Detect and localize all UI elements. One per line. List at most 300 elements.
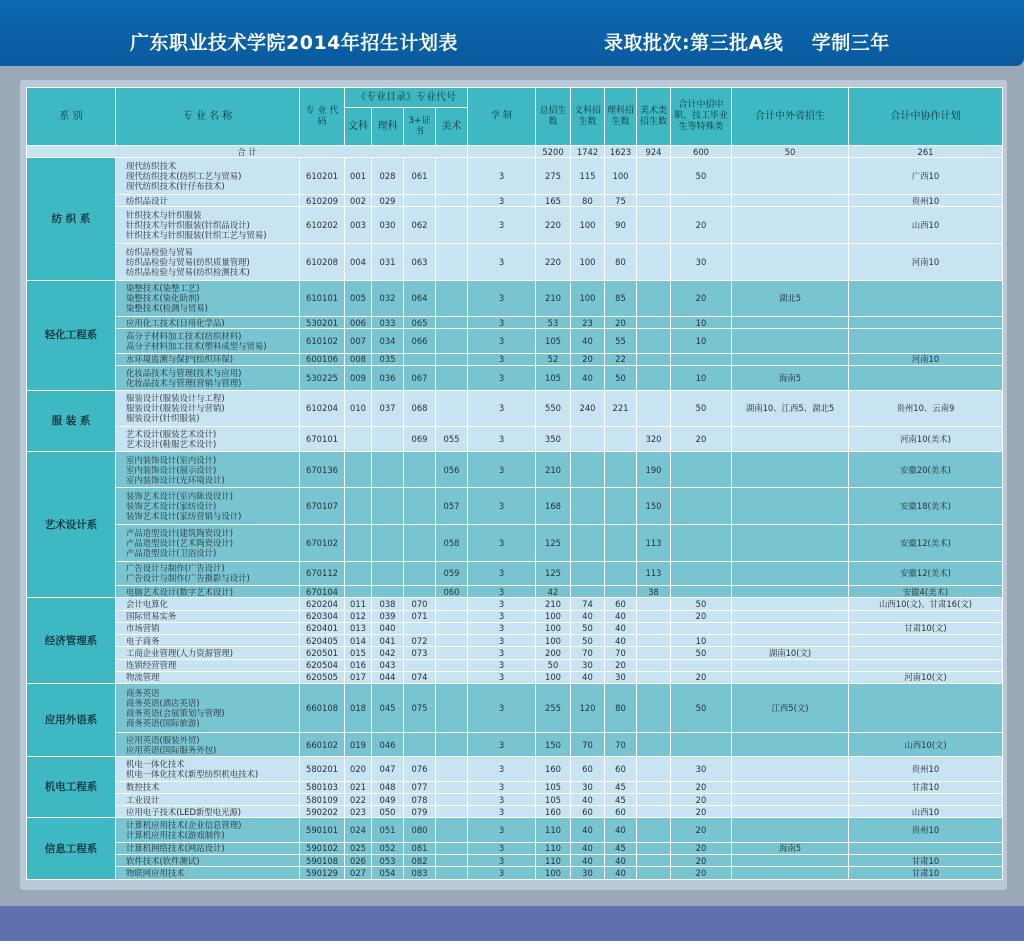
cert-code: 069 xyxy=(404,427,436,451)
like-code: 032 xyxy=(372,280,404,317)
total-count: 550 xyxy=(536,390,571,427)
cert-code: 071 xyxy=(404,610,436,622)
cert-code: 061 xyxy=(404,158,436,195)
table-row xyxy=(27,855,1003,867)
coop-count: 安徽20(美术) xyxy=(849,451,1003,488)
dept-name: 纺 织 系 xyxy=(27,158,116,280)
special-count: 50 xyxy=(671,158,732,195)
wen-count: 60 xyxy=(571,806,605,818)
coop-count: 河南10 xyxy=(849,243,1003,280)
major-code: 580201 xyxy=(300,757,345,781)
wen-count: 40 xyxy=(571,793,605,805)
major-name: 工商企业管理(人力资源管理) xyxy=(126,647,234,658)
special-count xyxy=(671,353,732,365)
major-name: 商务英语(会展策划与管理) xyxy=(126,707,225,718)
xuezhi-value: 3 xyxy=(468,647,536,659)
art-code xyxy=(436,158,468,195)
special-count xyxy=(671,525,732,562)
total-count: 255 xyxy=(536,683,571,732)
coop-count: 河南10(文) xyxy=(849,671,1003,683)
major-code: 610102 xyxy=(300,329,345,353)
wen-count: 40 xyxy=(571,671,605,683)
wen-count: 240 xyxy=(571,390,605,427)
outprov-count xyxy=(732,659,849,671)
major-name: 现代纺织技术(纺织工艺与贸易) xyxy=(126,171,242,182)
total-count: 220 xyxy=(536,243,571,280)
coop-count: 广西10 xyxy=(849,158,1003,195)
li-count xyxy=(605,427,637,451)
cert-code: 067 xyxy=(404,366,436,390)
xuezhi-value: 3 xyxy=(468,353,536,365)
dept-name: 信息工程系 xyxy=(27,818,116,880)
total-count: 160 xyxy=(536,806,571,818)
table-row xyxy=(27,757,1003,781)
like-code: 036 xyxy=(372,366,404,390)
special-count: 10 xyxy=(671,635,732,647)
major-code: 600106 xyxy=(300,353,345,365)
col-header-wenke: 文科 xyxy=(345,108,372,146)
total-count: 220 xyxy=(536,207,571,244)
cert-code: 080 xyxy=(404,818,436,842)
art-count xyxy=(637,781,671,793)
dept-name: 经济管理系 xyxy=(27,598,116,684)
coop-count xyxy=(849,366,1003,390)
wenke-code xyxy=(345,586,372,598)
art-count xyxy=(637,647,671,659)
major-name: 物流管理 xyxy=(126,672,160,683)
wen-count: 30 xyxy=(571,659,605,671)
xuezhi-value: 3 xyxy=(468,793,536,805)
special-count: 20 xyxy=(671,806,732,818)
table-row xyxy=(27,427,1003,451)
major-name: 高分子材料加工技术(纺织材料) xyxy=(126,331,242,342)
wenke-code: 008 xyxy=(345,353,372,365)
special-count xyxy=(671,451,732,488)
major-name: 国际贸易实务 xyxy=(126,611,177,622)
outprov-count xyxy=(732,353,849,365)
art-code xyxy=(436,610,468,622)
xuezhi-value: 3 xyxy=(468,158,536,195)
xuezhi-value: 3 xyxy=(468,622,536,634)
xuezhi-value: 3 xyxy=(468,757,536,781)
coop-count: 贵州10 xyxy=(849,194,1003,206)
like-code: 052 xyxy=(372,842,404,854)
coop-count: 河南10 xyxy=(849,353,1003,365)
art-count xyxy=(637,194,671,206)
xuezhi-value: 3 xyxy=(468,806,536,818)
li-count: 60 xyxy=(605,806,637,818)
art-code xyxy=(436,194,468,206)
special-count xyxy=(671,622,732,634)
li-count: 40 xyxy=(605,818,637,842)
total-count: 105 xyxy=(536,329,571,353)
major-names xyxy=(116,610,300,622)
coop-count: 贵州10 xyxy=(849,818,1003,842)
coop-count xyxy=(849,329,1003,353)
xuezhi-value: 3 xyxy=(468,488,536,525)
wenke-code: 017 xyxy=(345,671,372,683)
wenke-code xyxy=(345,451,372,488)
art-count xyxy=(637,390,671,427)
major-code: 620501 xyxy=(300,647,345,659)
li-count: 221 xyxy=(605,390,637,427)
wen-count: 100 xyxy=(571,207,605,244)
wenke-code: 001 xyxy=(345,158,372,195)
total-count: 210 xyxy=(536,451,571,488)
cert-code: 077 xyxy=(404,781,436,793)
major-code: 590101 xyxy=(300,818,345,842)
special-count: 20 xyxy=(671,855,732,867)
major-code: 670104 xyxy=(300,586,345,598)
special-count xyxy=(671,488,732,525)
art-count xyxy=(637,243,671,280)
li-count: 20 xyxy=(605,659,637,671)
total-count: 350 xyxy=(536,427,571,451)
art-count xyxy=(637,806,671,818)
col-header-art-total: 美术类招生数 xyxy=(637,88,671,146)
total-count: 125 xyxy=(536,525,571,562)
like-code: 054 xyxy=(372,867,404,880)
art-count xyxy=(637,598,671,610)
outprov-count xyxy=(732,451,849,488)
li-count: 22 xyxy=(605,353,637,365)
col-header-outprov: 合计中外省招生 xyxy=(732,88,849,146)
major-name: 现代纺织技术 xyxy=(126,161,177,172)
outprov-count: 海南5 xyxy=(732,842,849,854)
major-code: 620405 xyxy=(300,635,345,647)
wenke-code xyxy=(345,488,372,525)
major-code: 620304 xyxy=(300,610,345,622)
coop-count xyxy=(849,635,1003,647)
wenke-code: 012 xyxy=(345,610,372,622)
art-code xyxy=(436,732,468,756)
table-row xyxy=(27,818,1003,842)
art-code: 057 xyxy=(436,488,468,525)
table-row xyxy=(27,635,1003,647)
total-count: 100 xyxy=(536,610,571,622)
total-count: 210 xyxy=(536,598,571,610)
wen-count: 40 xyxy=(571,842,605,854)
cert-code: 070 xyxy=(404,598,436,610)
major-names xyxy=(116,561,300,585)
outprov-count xyxy=(732,671,849,683)
like-code: 046 xyxy=(372,732,404,756)
coop-count: 甘肃10 xyxy=(849,781,1003,793)
outprov-count xyxy=(732,793,849,805)
major-name: 计算机应用技术(企业信息管理) xyxy=(126,820,242,831)
table-row xyxy=(27,610,1003,622)
wen-count xyxy=(571,525,605,562)
major-code: 610208 xyxy=(300,243,345,280)
major-name: 现代纺织技术(针仔布技术) xyxy=(126,181,225,192)
outprov-count xyxy=(732,329,849,353)
major-names xyxy=(116,353,300,365)
wen-count: 100 xyxy=(571,243,605,280)
special-count: 30 xyxy=(671,243,732,280)
table-row xyxy=(27,683,1003,732)
coop-count: 安徽18(美术) xyxy=(849,488,1003,525)
col-header-like: 理科 xyxy=(372,108,404,146)
like-code xyxy=(372,525,404,562)
art-count xyxy=(637,683,671,732)
table-row xyxy=(27,158,1003,195)
like-code: 029 xyxy=(372,194,404,206)
cert-code xyxy=(404,451,436,488)
major-name: 商务英语 xyxy=(126,687,160,698)
li-count xyxy=(605,488,637,525)
summary-total: 5200 xyxy=(536,146,571,158)
art-code xyxy=(436,781,468,793)
art-code xyxy=(436,793,468,805)
wen-count: 60 xyxy=(571,757,605,781)
like-code xyxy=(372,488,404,525)
major-code: 660102 xyxy=(300,732,345,756)
major-name: 水环境监测与保护(纺织环保) xyxy=(126,354,234,365)
major-names xyxy=(116,732,300,756)
art-count xyxy=(637,793,671,805)
major-name: 应用英语(国际服务外包) xyxy=(126,744,217,755)
major-name: 商务英语(酒店英语) xyxy=(126,697,200,708)
major-code: 620504 xyxy=(300,659,345,671)
like-code: 050 xyxy=(372,806,404,818)
major-code: 660108 xyxy=(300,683,345,732)
summary-special: 600 xyxy=(671,146,732,158)
total-count: 105 xyxy=(536,781,571,793)
like-code xyxy=(372,561,404,585)
major-code: 590102 xyxy=(300,842,345,854)
major-names xyxy=(116,207,300,244)
art-code xyxy=(436,671,468,683)
dept-name: 机电工程系 xyxy=(27,757,116,818)
col-header-coop: 合计中协作计划 xyxy=(849,88,1003,146)
major-names xyxy=(116,329,300,353)
like-code: 031 xyxy=(372,243,404,280)
wenke-code: 004 xyxy=(345,243,372,280)
cert-code xyxy=(404,622,436,634)
art-count xyxy=(637,635,671,647)
major-names xyxy=(116,280,300,317)
coop-count xyxy=(849,317,1003,329)
wen-count: 74 xyxy=(571,598,605,610)
xuezhi-value: 3 xyxy=(468,867,536,880)
major-name: 商务英语(国际旅游) xyxy=(126,717,200,728)
total-count: 50 xyxy=(536,659,571,671)
dept-name: 应用外语系 xyxy=(27,683,116,756)
coop-count: 甘肃10 xyxy=(849,855,1003,867)
wenke-code: 024 xyxy=(345,818,372,842)
table-row xyxy=(27,366,1003,390)
cert-code: 072 xyxy=(404,635,436,647)
wen-count: 40 xyxy=(571,329,605,353)
special-count: 30 xyxy=(671,757,732,781)
li-count xyxy=(605,586,637,598)
major-name: 化妆品技术与管理(营销与管理) xyxy=(126,377,242,388)
xuezhi-value: 3 xyxy=(468,329,536,353)
art-count xyxy=(637,842,671,854)
wenke-code: 013 xyxy=(345,622,372,634)
like-code: 053 xyxy=(372,855,404,867)
xuezhi-value: 3 xyxy=(468,598,536,610)
like-code: 040 xyxy=(372,622,404,634)
outprov-count xyxy=(732,158,849,195)
like-code: 033 xyxy=(372,317,404,329)
coop-count: 河南10(美术) xyxy=(849,427,1003,451)
art-count: 150 xyxy=(637,488,671,525)
table-row xyxy=(27,586,1003,598)
art-count xyxy=(637,280,671,317)
table-row xyxy=(27,390,1003,427)
art-code: 060 xyxy=(436,586,468,598)
like-code: 034 xyxy=(372,329,404,353)
major-name: 市场营销 xyxy=(126,623,160,634)
art-count xyxy=(637,610,671,622)
li-count: 30 xyxy=(605,671,637,683)
coop-count xyxy=(849,647,1003,659)
like-code: 049 xyxy=(372,793,404,805)
cert-code: 082 xyxy=(404,855,436,867)
major-names xyxy=(116,806,300,818)
art-count xyxy=(637,732,671,756)
xuezhi-value: 3 xyxy=(468,280,536,317)
like-code: 037 xyxy=(372,390,404,427)
major-name: 计算机应用技术(游戏制作) xyxy=(126,830,225,841)
like-code: 028 xyxy=(372,158,404,195)
wenke-code: 002 xyxy=(345,194,372,206)
art-code xyxy=(436,818,468,842)
li-count xyxy=(605,561,637,585)
major-name: 装饰艺术设计(家纺营销与设计) xyxy=(126,511,242,522)
art-code xyxy=(436,683,468,732)
outprov-count xyxy=(732,781,849,793)
like-code: 051 xyxy=(372,818,404,842)
special-count: 20 xyxy=(671,671,732,683)
table-row xyxy=(27,842,1003,854)
major-names xyxy=(116,855,300,867)
major-names xyxy=(116,757,300,781)
table-row xyxy=(27,659,1003,671)
cert-code xyxy=(404,194,436,206)
xuezhi-value: 3 xyxy=(468,427,536,451)
wen-count xyxy=(571,427,605,451)
summary-row xyxy=(27,146,1003,158)
footer-band xyxy=(0,906,1024,941)
art-code: 058 xyxy=(436,525,468,562)
cert-code: 078 xyxy=(404,793,436,805)
summary-coop: 261 xyxy=(849,146,1003,158)
xuezhi-value: 3 xyxy=(468,635,536,647)
major-name: 装饰艺术设计(家纺设计) xyxy=(126,501,217,512)
special-count xyxy=(671,194,732,206)
major-code: 670112 xyxy=(300,561,345,585)
art-count: 113 xyxy=(637,525,671,562)
wenke-code xyxy=(345,427,372,451)
total-count: 105 xyxy=(536,366,571,390)
major-name: 艺术设计(鞋服艺术设计) xyxy=(126,438,217,449)
table-body xyxy=(27,146,1003,880)
cert-code: 068 xyxy=(404,390,436,427)
wen-count xyxy=(571,561,605,585)
coop-count: 山西10(文)、甘肃16(文) xyxy=(849,598,1003,610)
coop-count xyxy=(849,659,1003,671)
like-code: 039 xyxy=(372,610,404,622)
special-count xyxy=(671,561,732,585)
li-count: 40 xyxy=(605,610,637,622)
wenke-code: 014 xyxy=(345,635,372,647)
major-name: 室内装饰设计(光环境设计) xyxy=(126,474,225,485)
outprov-count xyxy=(732,867,849,880)
art-count xyxy=(637,329,671,353)
col-header-art: 美术 xyxy=(436,108,468,146)
cert-code: 073 xyxy=(404,647,436,659)
wenke-code xyxy=(345,525,372,562)
col-header-special: 合计中招中职、技工毕业生等特殊类 xyxy=(671,88,732,146)
major-names xyxy=(116,842,300,854)
major-names xyxy=(116,671,300,683)
wenke-code: 027 xyxy=(345,867,372,880)
wenke-code: 020 xyxy=(345,757,372,781)
special-count: 50 xyxy=(671,683,732,732)
wen-count: 120 xyxy=(571,683,605,732)
table-row xyxy=(27,317,1003,329)
total-count: 100 xyxy=(536,622,571,634)
major-name: 化妆品技术与管理(技术与应用) xyxy=(126,367,242,378)
art-code xyxy=(436,280,468,317)
coop-count: 贵州10、云南9 xyxy=(849,390,1003,427)
dept-name: 轻化工程系 xyxy=(27,280,116,390)
table-row xyxy=(27,622,1003,634)
table-row xyxy=(27,806,1003,818)
coop-count: 安徽12(美术) xyxy=(849,525,1003,562)
special-count: 20 xyxy=(671,793,732,805)
xuezhi-value: 3 xyxy=(468,842,536,854)
cert-code: 062 xyxy=(404,207,436,244)
major-code: 610209 xyxy=(300,194,345,206)
outprov-count xyxy=(732,757,849,781)
major-name: 广告设计与制作(广告摄影与设计) xyxy=(126,573,250,584)
col-header-dept: 系 别 xyxy=(27,88,116,146)
major-name: 机电一体化技术 xyxy=(126,759,185,770)
special-count: 20 xyxy=(671,867,732,880)
art-count xyxy=(637,353,671,365)
wen-count: 30 xyxy=(571,781,605,793)
major-name: 应用化工技术(日用化学品) xyxy=(126,317,225,328)
table-row xyxy=(27,280,1003,317)
special-count: 20 xyxy=(671,207,732,244)
art-count xyxy=(637,207,671,244)
special-count: 20 xyxy=(671,427,732,451)
xuezhi-value: 3 xyxy=(468,855,536,867)
outprov-count xyxy=(732,243,849,280)
like-code: 030 xyxy=(372,207,404,244)
art-count xyxy=(637,659,671,671)
major-code: 670107 xyxy=(300,488,345,525)
total-count: 52 xyxy=(536,353,571,365)
major-name: 室内装饰设计(展示设计) xyxy=(126,464,217,475)
major-names xyxy=(116,622,300,634)
art-code xyxy=(436,867,468,880)
art-code xyxy=(436,390,468,427)
like-code: 048 xyxy=(372,781,404,793)
major-names xyxy=(116,525,300,562)
school-title: 广东职业技术学院2014年招生计划表 xyxy=(130,32,458,54)
major-name: 室内装饰设计(室内设计) xyxy=(126,454,217,465)
total-count: 200 xyxy=(536,647,571,659)
coop-count xyxy=(849,842,1003,854)
art-count xyxy=(637,158,671,195)
outprov-count xyxy=(732,855,849,867)
li-count xyxy=(605,525,637,562)
art-code: 055 xyxy=(436,427,468,451)
